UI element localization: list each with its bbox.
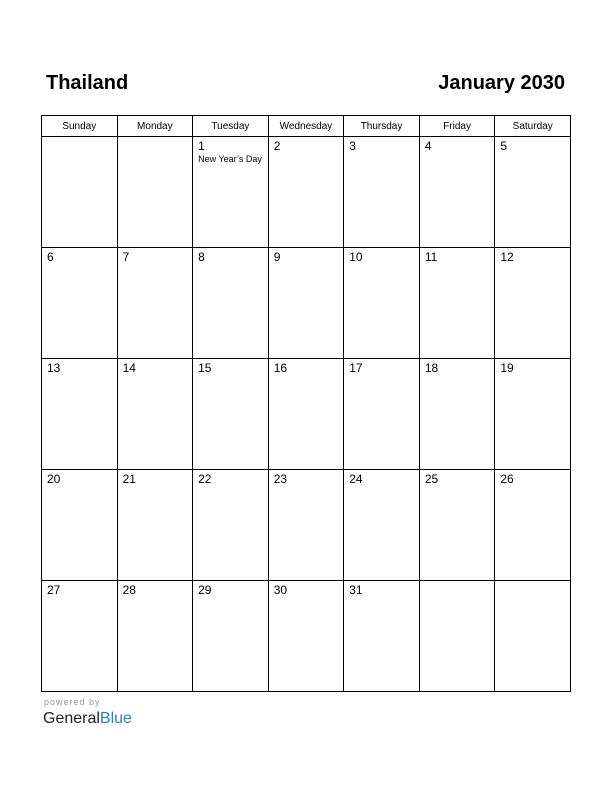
logo-text-general: General (43, 710, 100, 727)
day-number: 27 (47, 583, 61, 597)
day-number: 14 (122, 361, 136, 375)
day-number: 21 (122, 472, 136, 486)
day-cell (117, 248, 193, 359)
weekday-header-sunday: Sunday (42, 116, 118, 137)
month-year-title: January 2030 (438, 72, 565, 94)
day-cell (419, 137, 495, 248)
day-number: 6 (47, 250, 54, 264)
day-cell (42, 248, 118, 359)
day-cell (42, 137, 118, 248)
day-number: 16 (273, 361, 288, 375)
day-number: 4 (424, 139, 432, 153)
day-number: 20 (47, 472, 61, 486)
day-cell (268, 137, 344, 248)
weekday-header-monday: Monday (117, 116, 193, 137)
weekday-header-row (42, 116, 571, 137)
day-number: 28 (122, 583, 136, 597)
day-number (118, 137, 193, 139)
day-number: 30 (273, 583, 288, 597)
day-cell (193, 470, 269, 581)
day-cell (117, 581, 193, 692)
day-cell (495, 359, 571, 470)
day-number: 15 (198, 361, 212, 375)
day-number: 31 (349, 583, 363, 597)
day-cell (419, 581, 495, 692)
day-cell (495, 248, 571, 359)
day-number: 29 (198, 583, 212, 597)
day-number: 1 (198, 139, 205, 153)
day-number: 19 (500, 361, 514, 375)
day-cell (268, 248, 344, 359)
day-number: 8 (198, 250, 205, 264)
day-cell (193, 359, 269, 470)
day-cell (419, 248, 495, 359)
day-number (420, 581, 495, 583)
day-cell (193, 581, 269, 692)
holiday-label: New Year’s Day (198, 154, 262, 164)
day-cell (419, 470, 495, 581)
day-number: 25 (424, 472, 439, 486)
day-cell (419, 359, 495, 470)
week-row (42, 470, 571, 581)
day-cell (495, 581, 571, 692)
day-cell (344, 470, 420, 581)
calendar-grid (41, 115, 571, 692)
day-number (495, 581, 570, 583)
day-cell (193, 248, 269, 359)
weekday-header-thursday: Thursday (344, 116, 420, 137)
day-number: 5 (500, 139, 508, 153)
powered-by-label: powered by (44, 697, 101, 707)
day-number: 11 (424, 250, 438, 264)
calendar-body (42, 137, 571, 692)
day-number: 2 (273, 139, 281, 153)
day-number (42, 137, 117, 139)
weekday-header-wednesday: Wednesday (268, 116, 344, 137)
day-cell (344, 359, 420, 470)
weekday-header-saturday: Saturday (495, 116, 571, 137)
day-cell (193, 137, 269, 248)
day-cell (42, 470, 118, 581)
day-cell (42, 359, 118, 470)
day-number: 18 (424, 361, 439, 375)
week-row (42, 581, 571, 692)
day-cell (344, 248, 420, 359)
day-cell (268, 470, 344, 581)
day-number: 22 (198, 472, 212, 486)
day-number: 3 (349, 139, 356, 153)
country-title: Thailand (46, 72, 129, 94)
generalblue-logo (43, 709, 132, 729)
day-number: 10 (349, 250, 363, 264)
day-cell (268, 581, 344, 692)
day-number: 13 (47, 361, 61, 375)
day-number: 24 (349, 472, 363, 486)
day-cell (117, 470, 193, 581)
day-cell (117, 137, 193, 248)
day-cell (268, 359, 344, 470)
day-number: 17 (349, 361, 363, 375)
day-cell (495, 470, 571, 581)
day-cell (344, 137, 420, 248)
week-row (42, 137, 571, 248)
weekday-header-tuesday: Tuesday (193, 116, 269, 137)
week-row (42, 248, 571, 359)
day-cell (344, 581, 420, 692)
week-row (42, 359, 571, 470)
day-number: 26 (500, 472, 514, 486)
day-number: 23 (273, 472, 288, 486)
day-number: 9 (273, 250, 281, 264)
logo-text-blue: Blue (99, 710, 132, 727)
day-number: 12 (500, 250, 514, 264)
day-cell (42, 581, 118, 692)
day-cell (117, 359, 193, 470)
weekday-header-friday: Friday (419, 116, 495, 137)
day-number: 7 (122, 250, 130, 264)
day-cell (495, 137, 571, 248)
